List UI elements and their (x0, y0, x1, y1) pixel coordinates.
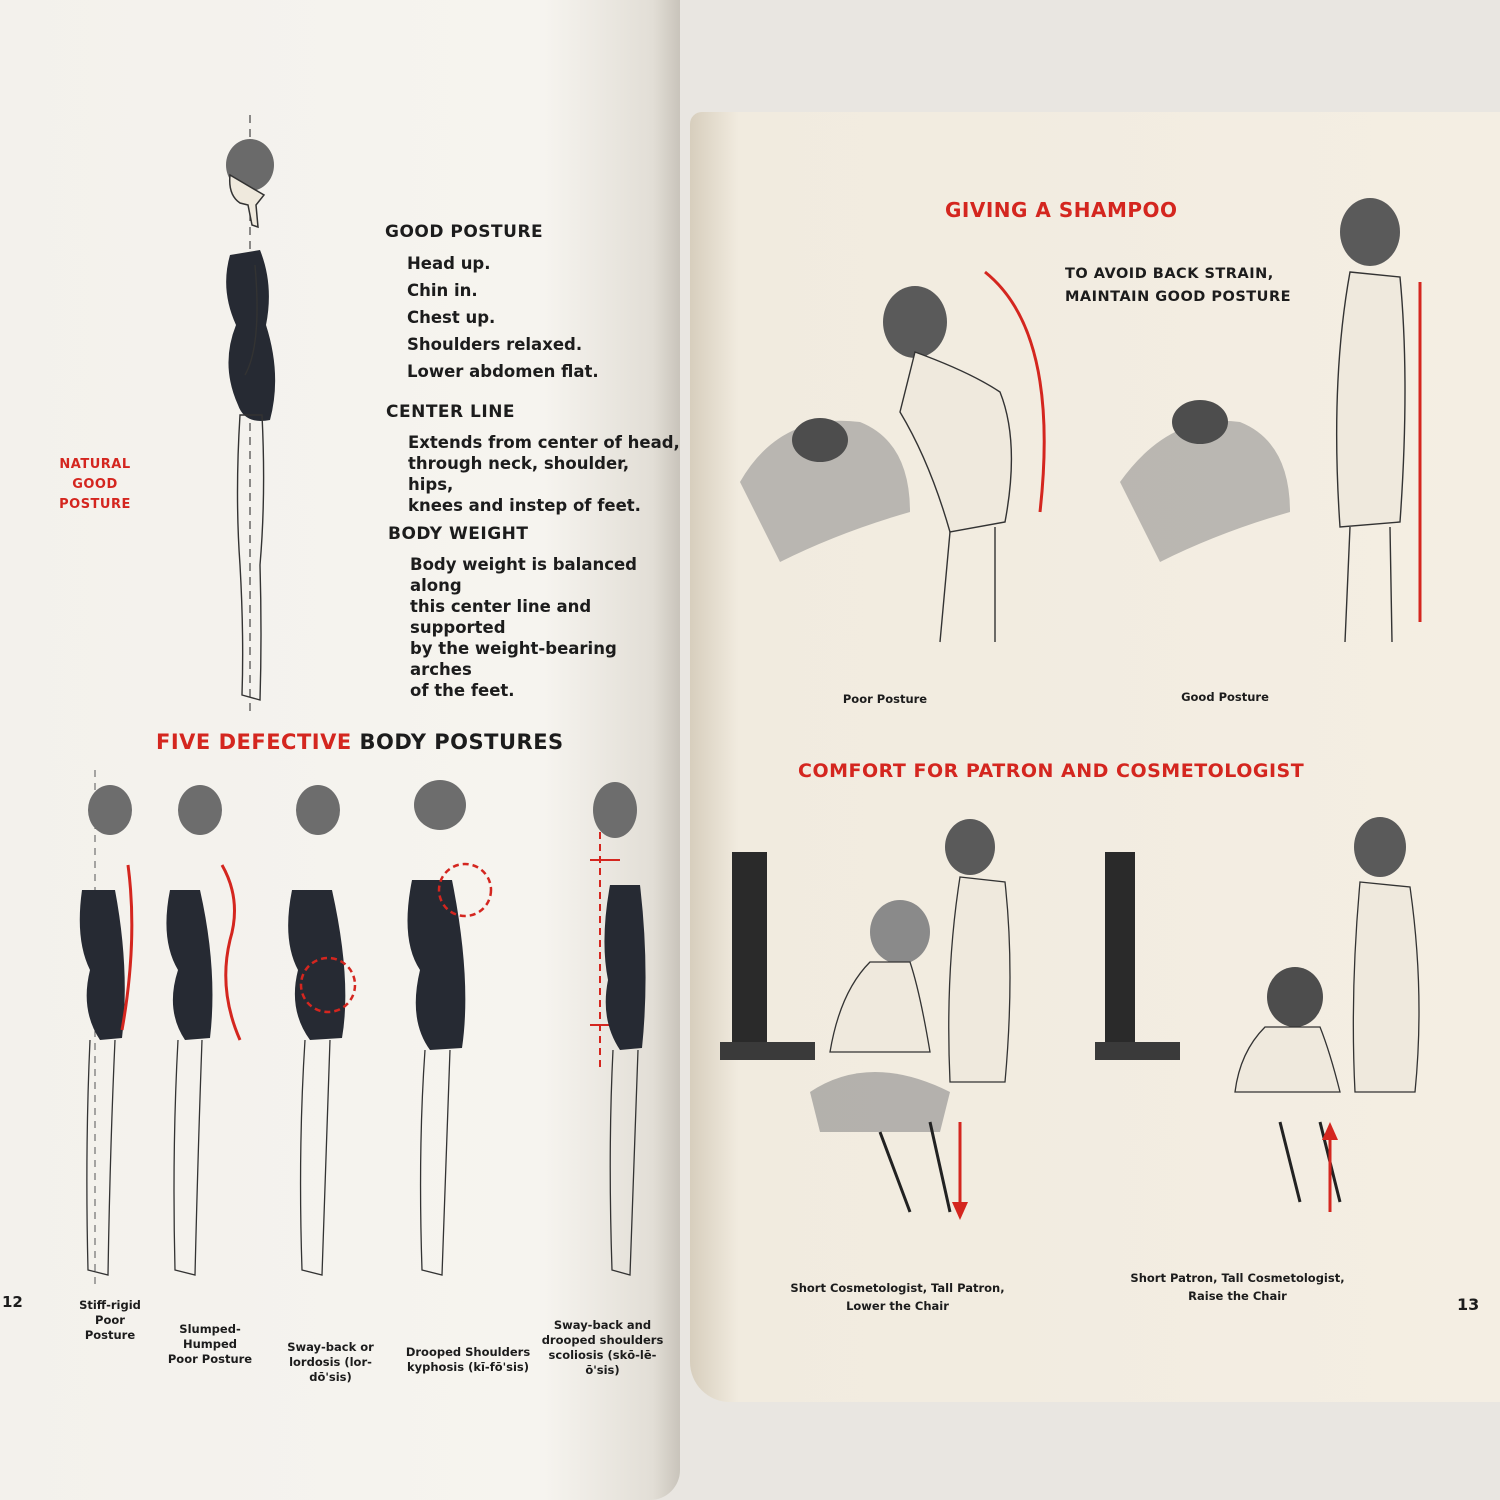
good-posture-line: Chest up. (407, 308, 496, 327)
good-posture-line: Chin in. (407, 281, 478, 300)
comfort-illustrations (720, 792, 1460, 1272)
chair-raised-scene (1095, 817, 1419, 1212)
caption-shampoo-poor: Poor Posture (842, 692, 928, 706)
figure-slumped-humped (166, 785, 240, 1275)
left-page (0, 0, 680, 1500)
page-number-left: 12 (2, 1293, 23, 1311)
center-line-text: Extends from center of head, through neck, shoulder, hips, knees and instep of feet. (408, 433, 680, 515)
center-line-title: CENTER LINE (386, 402, 516, 422)
chair-lowered-scene (720, 819, 1010, 1220)
caption-shampoo-good: Good Posture (1181, 690, 1269, 704)
shampoo-title: GIVING A SHAMPOO (945, 198, 1178, 222)
shampoo-illustrations (720, 182, 1460, 682)
right-page (690, 112, 1500, 1402)
caption-slumped-humped: Slumped-Humped Poor Posture (167, 1322, 253, 1366)
caption-lower-chair: Short Cosmetologist, Tall Patron, Lower the Chair (790, 1281, 1005, 1313)
figure-drooped-shoulders (408, 780, 492, 1275)
shampoo-poor-posture (740, 272, 1044, 642)
caption-raise-chair: Short Patron, Tall Cosmetologist, Raise the Chair (1130, 1271, 1345, 1303)
caption-sway-back: Sway-back or lordosis (lor-dō'sis) (287, 1340, 374, 1384)
good-posture-line: Head up. (407, 254, 491, 273)
caption-drooped-shoulders: Drooped Shoulders kyphosis (kī-fō'sis) (405, 1345, 531, 1374)
natural-posture-figure (200, 115, 310, 715)
caption-scoliosis: Sway-back and drooped shoulders scoliosis (skō-lē-ō'sis) (541, 1318, 664, 1377)
shampoo-good-posture (1120, 198, 1420, 642)
defective-postures-figures (60, 770, 660, 1290)
good-posture-title: GOOD POSTURE (385, 222, 544, 242)
defective-postures-title: FIVE DEFECTIVE BODY POSTURES (156, 730, 564, 754)
shampoo-note: TO AVOID BACK STRAIN, MAINTAIN GOOD POSTURE (1065, 266, 1292, 305)
page-number-right: 13 (1457, 1295, 1480, 1314)
natural-good-posture-label: NATURAL GOOD POSTURE (59, 457, 131, 512)
body-weight-title: BODY WEIGHT (388, 524, 529, 544)
good-posture-line: Lower abdomen flat. (407, 362, 599, 381)
body-weight-text: Body weight is balanced along this center line and supported by the weight-bearing arches of the feet. (410, 555, 637, 700)
comfort-title: COMFORT FOR PATRON AND COSMETOLOGIST (798, 760, 1305, 782)
good-posture-list (407, 250, 599, 385)
figure-stiff-rigid (80, 770, 132, 1290)
figure-scoliosis (590, 782, 646, 1275)
figure-sway-back (288, 785, 355, 1275)
caption-stiff-rigid: Stiff-rigid Poor Posture (79, 1298, 141, 1342)
good-posture-line: Shoulders relaxed. (407, 335, 583, 354)
